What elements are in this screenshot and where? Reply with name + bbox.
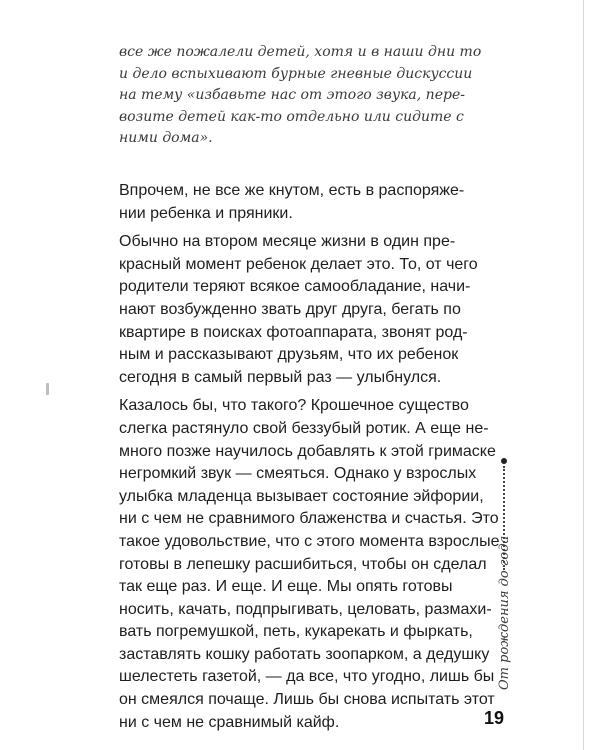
body-text [119,180,503,740]
margin-mark [46,383,49,395]
text-line: нии ребенка и пряники. [119,204,293,222]
text-line: улыбка младенца вызывает состояние эйфории, [119,487,484,505]
paragraph-2 [119,231,503,389]
text-line: ным и рассказывают друзьям, что их ребенок [119,346,459,364]
page-number: 19 [484,708,505,728]
paragraph-3 [119,395,503,734]
quote-line: все же пожалели детей, хотя и в наши дни то [119,44,482,60]
running-head-label: От рождения до года [497,535,512,690]
quote-line: возите детей как-то отдельно или сидите с [119,108,464,125]
page-edge [583,0,584,750]
text-line: носить, качать, подпрыгивать, целовать, размахи- [119,600,492,618]
quote-line: на тему «избавьте нас от этого звука, пере- [119,87,465,104]
text-line: Впрочем, не все же кнутом, есть в распоряже- [119,182,465,199]
text-line: красный момент ребенок делает это. То, от чего [119,255,478,273]
text-line: он смеялся почаще. Лишь бы снова испытать этот [119,691,495,709]
bullet-dot-icon [501,458,507,464]
text-line: шелестеть газетой, — да все, что угодно, лишь бы [119,668,495,686]
text-line: много позже научилось добавлять к этой гримаске [119,442,496,460]
running-head-vertical [497,458,513,690]
quote-line: ними дома». [119,130,213,147]
text-line: Обычно на втором месяце жизни в один пре- [119,233,456,251]
text-line: негромкий звук — смеяться. Однако у взрослых [119,465,477,483]
text-line: ни с чем не сравнимый кайф. [119,713,340,731]
text-line: ни с чем не сравнимого блаженства и счастья. Это [119,510,499,528]
text-line: слегка растянуло свой беззубый ротик. А еще не- [119,419,489,437]
text-line: вать погремушкой, петь, кукарекать и фыркать, [119,623,473,641]
text-line: так еще раз. И еще. И еще. Мы опять готовы [119,578,453,596]
text-line: квартире в поисках фотоаппарата, звонят род- [119,323,468,341]
text-line: родители теряют всякое самообладание, начи- [119,278,471,296]
text-line: сегодня в самый первый раз — улыбнулся. [119,368,442,386]
paragraph-1 [119,180,503,225]
italic-quote-block [119,42,499,150]
text-line: готовы в лепешку расшибиться, чтобы он сделал [119,555,487,573]
text-line: заставлять кошку работать зоопарком, а дедушку [119,645,490,663]
quote-line: и дело вспыхивают бурные гневные дискуссии [119,65,473,82]
text-line: такое удовольствие, что с этого момента взрослые [119,532,500,550]
text-line: нают возбужденно звать друг друга, бегать по [119,300,461,318]
text-line: Казалось бы, что такого? Крошечное существо [119,397,469,415]
